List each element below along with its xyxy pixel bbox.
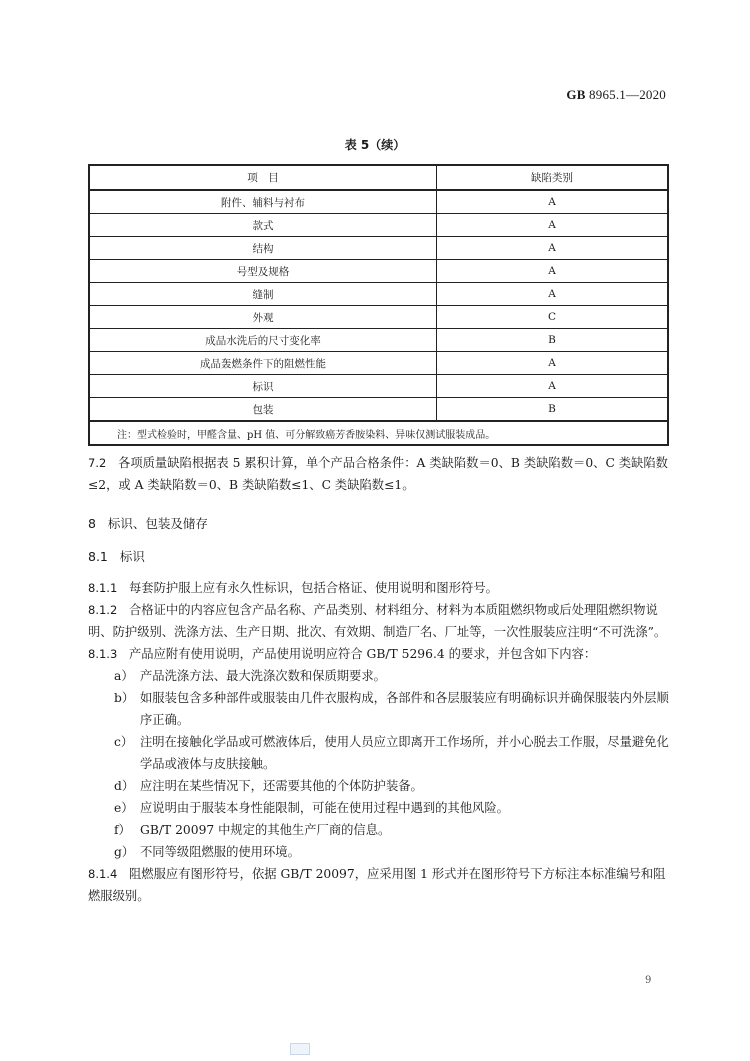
clause-number: 8.1.3	[88, 647, 118, 661]
table-row	[89, 329, 668, 352]
table-row	[89, 260, 668, 283]
list-text: 不同等级阻燃服的使用环境。	[140, 845, 300, 859]
clause-text: 各项质量缺陷根据表 5 累积计算，单个产品合格条件：A 类缺陷数＝0、B 类缺陷数＝0、C 类缺陷数≤2，或 A 类缺陷数＝0、B 类缺陷数≤1、C 类缺陷数≤1。	[88, 456, 668, 492]
standard-prefix: GB	[566, 87, 586, 102]
defect-category-cell: C	[437, 306, 669, 329]
table-row	[89, 190, 668, 214]
clause-text: 阻燃服应有图形符号，依据 GB/T 20097，应采用图 1 形式并在图形符号下方标注本标准编号和阻燃服级别。	[88, 867, 666, 903]
clause-number: 8.1.4	[88, 867, 118, 881]
table-row	[89, 283, 668, 306]
defect-category-cell: A	[437, 237, 669, 260]
standard-code: 8965.1—2020	[589, 87, 666, 102]
item-cell: 结构	[89, 237, 437, 260]
item-cell: 外观	[89, 306, 437, 329]
item-cell: 缝制	[89, 283, 437, 306]
list-item-c	[114, 731, 672, 775]
list-label: c）	[114, 735, 134, 749]
list-label: a）	[114, 669, 134, 683]
list-item-f	[114, 819, 672, 841]
item-cell: 款式	[89, 214, 437, 237]
list-item-b	[114, 687, 672, 731]
defect-category-cell: A	[437, 352, 669, 375]
list-text: GB/T 20097 中规定的其他生产厂商的信息。	[140, 823, 391, 837]
item-cell: 包装	[89, 398, 437, 422]
table-row	[89, 375, 668, 398]
list-label: f）	[114, 823, 131, 837]
clause-text: 合格证中的内容应包含产品名称、产品类别、材料组分、材料为本质阻燃织物或后处理阻燃织物说明、防护级别、洗涤方法、生产日期、批次、有效期、制造厂名、厂址等，一次性服装应注明“不可洗涤”。	[88, 603, 667, 639]
clause-text: 产品应附有使用说明，产品使用说明应符合 GB/T 5296.4 的要求，并包含如下内容：	[129, 647, 597, 661]
section-title: 标识	[119, 549, 145, 564]
section-8-1-heading	[88, 547, 145, 565]
defect-category-cell: A	[437, 190, 669, 214]
table-row	[89, 237, 668, 260]
list-label: e）	[114, 801, 134, 815]
table-note: 注：型式检验时，甲醛含量、pH 值、可分解致癌芳香胺染料、异味仅测试服装成品。	[89, 421, 668, 445]
item-cell: 附件、辅料与衬布	[89, 190, 437, 214]
defect-category-cell: B	[437, 398, 669, 422]
list-item-e	[114, 797, 672, 819]
section-8-heading	[88, 514, 208, 532]
list-text: 应说明由于服装本身性能限制，可能在使用过程中遇到的其他风险。	[140, 801, 509, 815]
defect-category-cell: A	[437, 375, 669, 398]
clause-number: 8.1.1	[88, 581, 118, 595]
defect-category-cell: A	[437, 260, 669, 283]
watermark-logo-icon	[290, 1043, 310, 1055]
clause-7-2	[88, 452, 672, 496]
table-row	[89, 306, 668, 329]
defect-category-cell: A	[437, 214, 669, 237]
clause-8-1-4	[88, 863, 672, 907]
defect-category-cell: B	[437, 329, 669, 352]
list-item-g	[114, 841, 672, 863]
table-row	[89, 214, 668, 237]
item-cell: 成品水洗后的尺寸变化率	[89, 329, 437, 352]
clause-8-1-1	[88, 577, 672, 599]
table-title: 表 5（续）	[344, 138, 406, 152]
defect-table	[88, 164, 669, 446]
item-cell: 标识	[89, 375, 437, 398]
list-label: b）	[114, 691, 135, 705]
table-note-row	[89, 421, 668, 445]
list-label: g）	[114, 845, 135, 859]
list-text: 应注明在某些情况下，还需要其他的个体防护装备。	[140, 779, 423, 793]
table-row	[89, 398, 668, 422]
item-cell: 号型及规格	[89, 260, 437, 283]
clause-number: 8.1.2	[88, 603, 118, 617]
item-cell: 成品轰燃条件下的阻燃性能	[89, 352, 437, 375]
list-text: 产品洗涤方法、最大洗涤次数和保质期要求。	[140, 669, 386, 683]
table-header-row	[89, 165, 668, 190]
clause-text: 每套防护服上应有永久性标识，包括合格证、使用说明和图形符号。	[129, 581, 498, 595]
standard-number	[566, 87, 666, 103]
list-label: d）	[114, 779, 135, 793]
list-text: 注明在接触化学品或可燃液体后，使用人员应立即离开工作场所，并小心脱去工作服，尽量避免化学品或液体与皮肤接触。	[140, 735, 669, 771]
section-number: 8	[88, 516, 96, 531]
page-number: 9	[645, 975, 652, 986]
defect-category-cell: A	[437, 283, 669, 306]
list-text: 如服装包含多种部件或服装由几件衣服构成，各部件和各层服装应有明确标识并确保服装内外层顺序正确。	[140, 691, 669, 727]
clause-8-1-2	[88, 599, 672, 643]
clause-8-1-3	[88, 643, 672, 665]
clause-number: 7.2	[88, 456, 107, 470]
header-defect-category: 缺陷类别	[437, 165, 669, 190]
section-number: 8.1	[88, 549, 108, 564]
section-title: 标识、包装及储存	[107, 516, 208, 531]
list-item-a	[114, 665, 672, 687]
header-item: 项 目	[89, 165, 437, 190]
table-row	[89, 352, 668, 375]
list-item-d	[114, 775, 672, 797]
